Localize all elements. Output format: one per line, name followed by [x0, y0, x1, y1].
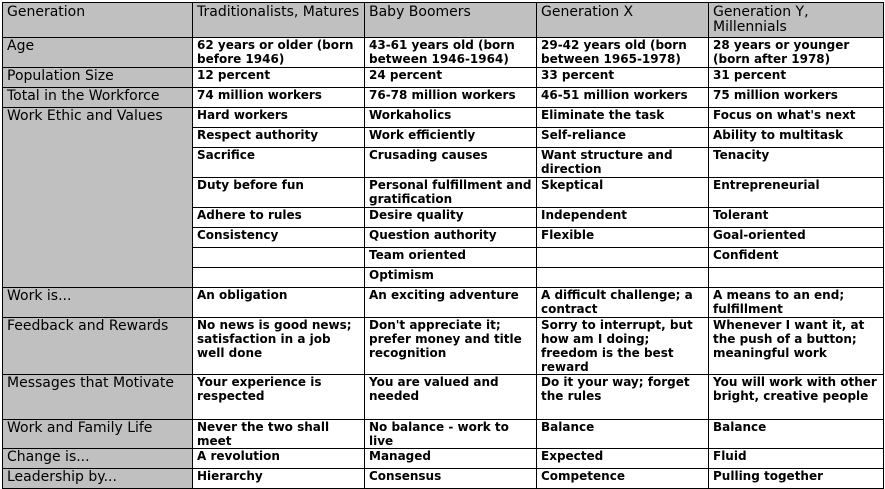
- table-cell: [193, 248, 365, 268]
- table-cell: Consistency: [193, 228, 365, 248]
- table-cell: Pulling together: [709, 469, 884, 489]
- table-cell: Workaholics: [365, 108, 537, 128]
- header-generation-y: Generation Y, Millennials: [709, 3, 884, 38]
- table-cell: 62 years or older (born before 1946): [193, 38, 365, 68]
- table-cell: Competence: [537, 469, 709, 489]
- table-cell: Don't appreciate it; prefer money and title recognition: [365, 318, 537, 375]
- table-cell: Duty before fun: [193, 178, 365, 208]
- table-cell: [709, 268, 884, 288]
- table-cell: 29-42 years old (born between 1965-1978): [537, 38, 709, 68]
- table-cell: Managed: [365, 449, 537, 469]
- table-cell: 12 percent: [193, 68, 365, 88]
- header-traditionalists: Traditionalists, Matures: [193, 3, 365, 38]
- table-cell: 31 percent: [709, 68, 884, 88]
- row-label-work-family-life: Work and Family Life: [3, 420, 193, 449]
- row-label-work-ethic: [3, 178, 193, 208]
- table-row-population-size: [3, 68, 884, 88]
- table-cell: Goal-oriented: [709, 228, 884, 248]
- table-cell: Sorry to interrupt, but how am I doing; freedom is the best reward: [537, 318, 709, 375]
- table-cell: Do it your way; forget the rules: [537, 375, 709, 420]
- table-row-work-ethic: [3, 148, 884, 178]
- table-cell: Focus on what's next: [709, 108, 884, 128]
- table-cell: A difficult challenge; a contract: [537, 288, 709, 318]
- table-cell: 76-78 million workers: [365, 88, 537, 108]
- table-cell: 28 years or younger (born after 1978): [709, 38, 884, 68]
- table-cell: No balance - work to live: [365, 420, 537, 449]
- table-cell: Question authority: [365, 228, 537, 248]
- table-cell: 46-51 million workers: [537, 88, 709, 108]
- table-row-work-ethic: [3, 208, 884, 228]
- table-cell: Hard workers: [193, 108, 365, 128]
- table-cell: Desire quality: [365, 208, 537, 228]
- table-cell: Hierarchy: [193, 469, 365, 489]
- header-row: [3, 3, 884, 38]
- row-label-messages-motivate: Messages that Motivate: [3, 375, 193, 420]
- table-cell: Whenever I want it, at the push of a button; meaningful work: [709, 318, 884, 375]
- table-cell: Consensus: [365, 469, 537, 489]
- row-label-feedback-rewards: Feedback and Rewards: [3, 318, 193, 375]
- table-cell: Respect authority: [193, 128, 365, 148]
- header-baby-boomers: Baby Boomers: [365, 3, 537, 38]
- table-cell: 33 percent: [537, 68, 709, 88]
- table-cell: Want structure and direction: [537, 148, 709, 178]
- table-cell: A means to an end; fulfillment: [709, 288, 884, 318]
- row-label-leadership-by: Leadership by...: [3, 469, 193, 489]
- table-cell: Balance: [537, 420, 709, 449]
- table-row-work-ethic: [3, 108, 884, 128]
- table-row-work-ethic: [3, 128, 884, 148]
- row-label-change-is: Change is...: [3, 449, 193, 469]
- table-row-work-ethic: [3, 178, 884, 208]
- table-cell: An obligation: [193, 288, 365, 318]
- table-row-messages-motivate: [3, 375, 884, 420]
- table-cell: Tenacity: [709, 148, 884, 178]
- table-cell: Never the two shall meet: [193, 420, 365, 449]
- table-cell: 75 million workers: [709, 88, 884, 108]
- row-label-work-ethic: Work Ethic and Values: [3, 108, 193, 128]
- table-cell: [537, 268, 709, 288]
- row-label-work-ethic: [3, 128, 193, 148]
- table-cell: 43-61 years old (born between 1946-1964): [365, 38, 537, 68]
- row-label-work-is: Work is...: [3, 288, 193, 318]
- header-generation: Generation: [3, 3, 193, 38]
- row-label-total-workforce: Total in the Workforce: [3, 88, 193, 108]
- table-cell: A revolution: [193, 449, 365, 469]
- table-cell: Your experience is respected: [193, 375, 365, 420]
- table-cell: Skeptical: [537, 178, 709, 208]
- table-cell: [193, 268, 365, 288]
- table-cell: 74 million workers: [193, 88, 365, 108]
- row-label-work-ethic: [3, 248, 193, 268]
- table-cell: Crusading causes: [365, 148, 537, 178]
- table-cell: Tolerant: [709, 208, 884, 228]
- table-row-work-ethic: [3, 228, 884, 248]
- table-cell: 24 percent: [365, 68, 537, 88]
- table-cell: No news is good news; satisfaction in a job well done: [193, 318, 365, 375]
- table-cell: Balance: [709, 420, 884, 449]
- table-row-change-is: [3, 449, 884, 469]
- table-cell: Fluid: [709, 449, 884, 469]
- table-row-work-ethic: [3, 248, 884, 268]
- row-label-work-ethic: [3, 268, 193, 288]
- row-label-age: Age: [3, 38, 193, 68]
- generations-table: [2, 2, 884, 489]
- table-cell: Team oriented: [365, 248, 537, 268]
- table-row-work-ethic: [3, 268, 884, 288]
- table-cell: Work efficiently: [365, 128, 537, 148]
- table-cell: Ability to multitask: [709, 128, 884, 148]
- table-row-age: [3, 38, 884, 68]
- table-cell: Confident: [709, 248, 884, 268]
- table-cell: You are valued and needed: [365, 375, 537, 420]
- table-cell: Adhere to rules: [193, 208, 365, 228]
- row-label-work-ethic: [3, 208, 193, 228]
- table-cell: Entrepreneurial: [709, 178, 884, 208]
- row-label-work-ethic: [3, 228, 193, 248]
- table-row-feedback-rewards: [3, 318, 884, 375]
- table-cell: Expected: [537, 449, 709, 469]
- table-cell: Flexible: [537, 228, 709, 248]
- header-generation-x: Generation X: [537, 3, 709, 38]
- table-body: [3, 3, 884, 489]
- table-cell: Sacrifice: [193, 148, 365, 178]
- table-cell: [537, 248, 709, 268]
- row-label-population-size: Population Size: [3, 68, 193, 88]
- table-cell: You will work with other bright, creative people: [709, 375, 884, 420]
- row-label-work-ethic: [3, 148, 193, 178]
- table-row-work-family-life: [3, 420, 884, 449]
- table-row-work-is: [3, 288, 884, 318]
- table-cell: An exciting adventure: [365, 288, 537, 318]
- table-cell: Eliminate the task: [537, 108, 709, 128]
- table-cell: Independent: [537, 208, 709, 228]
- table-cell: Personal fulfillment and gratification: [365, 178, 537, 208]
- table-row-total-workforce: [3, 88, 884, 108]
- table-cell: Optimism: [365, 268, 537, 288]
- table-cell: Self-reliance: [537, 128, 709, 148]
